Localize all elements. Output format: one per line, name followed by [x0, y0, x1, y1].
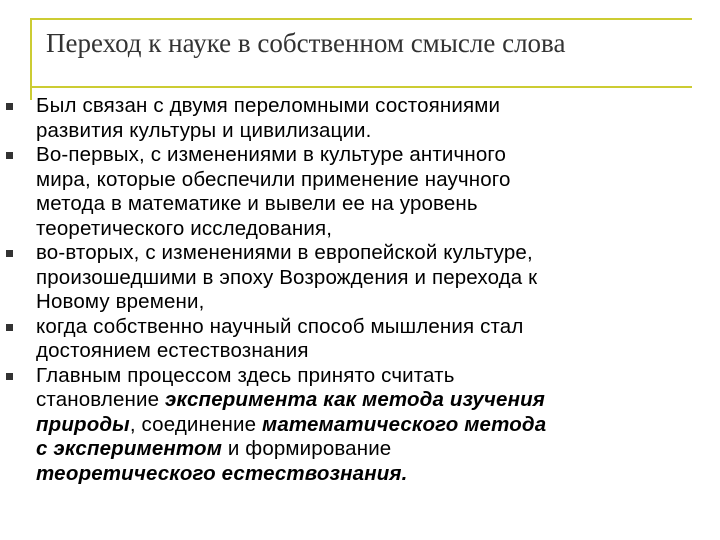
bullet-list	[6, 94, 696, 486]
bullet-item-2	[6, 143, 696, 241]
plain-text: и формирование	[222, 437, 392, 460]
emphasis-text: математического метода	[262, 412, 547, 436]
bullet-line: метода в математике и вывели ее на уровень	[36, 192, 478, 215]
bullet-item-5	[6, 364, 696, 487]
bullet-line: произошедшими в эпоху Возрождения и перехода к	[36, 265, 538, 289]
plain-text: становление	[36, 388, 165, 411]
bullet-line: теоретического исследования,	[36, 216, 333, 240]
square-bullet-icon	[6, 152, 13, 159]
plain-text: , соединение	[129, 412, 263, 436]
bullet-line: мира, которые обеспечили применение научного	[36, 167, 511, 191]
square-bullet-icon	[6, 103, 13, 110]
square-bullet-icon	[6, 373, 13, 380]
bullet-line	[36, 413, 696, 438]
bullet-line: во-вторых, с изменениями в европейской культуре,	[36, 241, 533, 264]
bullet-line: когда собственно научный способ мышления стал	[36, 314, 524, 338]
square-bullet-icon	[6, 250, 13, 257]
bullet-line: Новому времени,	[36, 290, 205, 313]
bullet-item-1	[6, 94, 696, 143]
title-frame-top-line	[30, 18, 692, 20]
bullet-line: Во-первых, с изменениями в культуре античного	[36, 143, 507, 166]
square-bullet-icon	[6, 324, 13, 331]
bullet-line: Главным процессом здесь принято считать	[36, 363, 455, 387]
emphasis-text: с экспериментом	[36, 437, 223, 460]
bullet-line	[36, 388, 696, 413]
bullet-line	[36, 462, 696, 487]
emphasis-text: теоретического естествознания.	[36, 461, 408, 485]
slide-title: Переход к науке в собственном смысле слова	[46, 28, 566, 58]
title-frame-bottom-line	[30, 86, 692, 88]
emphasis-text: эксперимента как метода изучения	[164, 388, 546, 411]
bullet-line: развития культуры и цивилизации.	[36, 118, 372, 142]
bullet-item-3	[6, 241, 696, 315]
bullet-line: достоянием естествознания	[36, 339, 309, 362]
bullet-line: Был связан с двумя переломными состояниями	[36, 94, 501, 117]
bullet-line	[36, 437, 696, 462]
bullet-item-4	[6, 315, 696, 364]
emphasis-text: природы	[36, 412, 130, 436]
